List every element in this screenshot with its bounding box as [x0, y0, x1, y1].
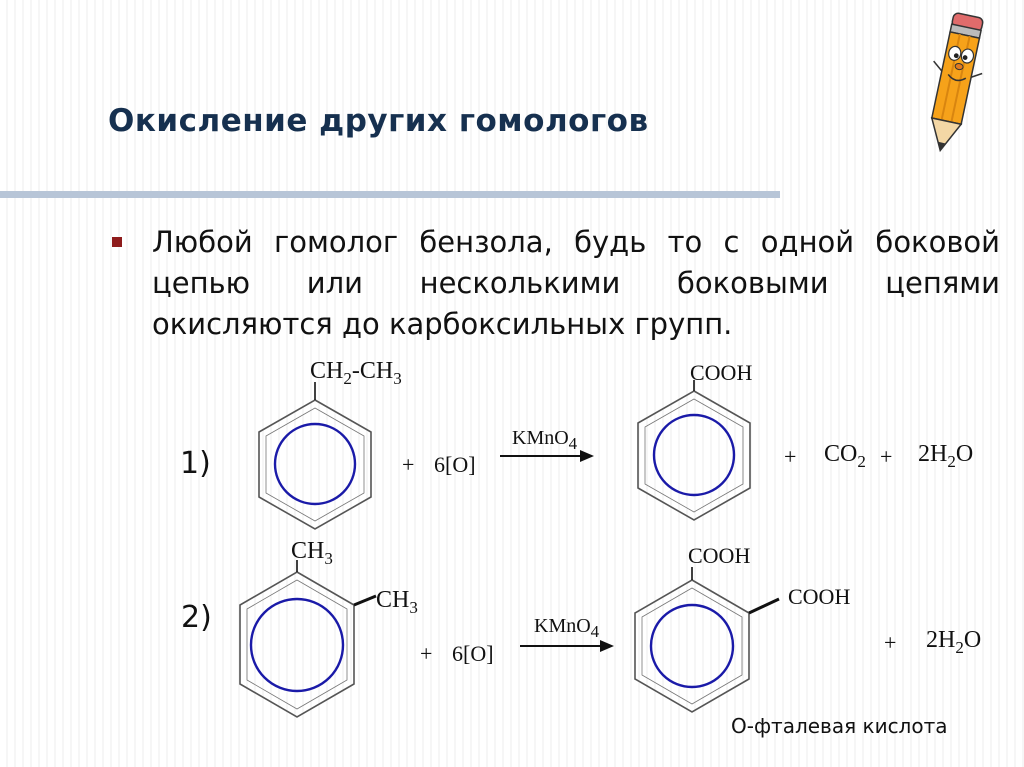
water-product-2: $2H_2O$: [926, 627, 982, 657]
reaction-2-reagent: KMnO$_4$: [534, 615, 600, 641]
co2-product: $CO_2$: [824, 441, 866, 471]
benzoic-cooh-group: COOH: [690, 360, 753, 385]
phthalic-cooh-group-1: COOH: [688, 543, 751, 568]
reaction-2-plus-2: +: [884, 630, 897, 655]
reaction-1-plus: +: [402, 452, 415, 477]
bullet-text: Любой гомолог бензола, будь то с одной боковой цепью или несколькими боковыми цепями окисляются до карбоксильных групп.: [152, 225, 1000, 341]
water-product-1: $2H_2O$: [918, 441, 974, 471]
product-caption: О-фталевая кислота: [731, 714, 948, 738]
reaction-2-plus: +: [420, 641, 433, 666]
reaction-2-label: 2): [181, 600, 212, 635]
slide-title: Окисление других гомологов: [108, 103, 649, 139]
reaction-1-reagent: KMnO$_4$: [512, 427, 578, 453]
phthalic-cooh-group-2: COOH: [788, 584, 851, 609]
benzene-ring-icon: [240, 560, 376, 717]
reaction-1-label: 1): [180, 446, 211, 481]
benzene-ring-icon: [259, 382, 371, 529]
reaction-2-oxidant: 6[O]: [452, 641, 494, 666]
benzene-ring-icon: [635, 567, 779, 712]
methyl-substituent-2: $CH_3$: [376, 587, 418, 617]
benzene-ring-icon: [638, 380, 750, 520]
reaction-1-plus-3: +: [880, 444, 893, 469]
ethyl-substituent: $CH_2-CH_3$: [310, 358, 402, 388]
reaction-1-oxidant: 6[O]: [434, 452, 476, 477]
reaction-1-plus-2: +: [784, 444, 797, 469]
methyl-substituent-1: $CH_3$: [291, 538, 333, 568]
